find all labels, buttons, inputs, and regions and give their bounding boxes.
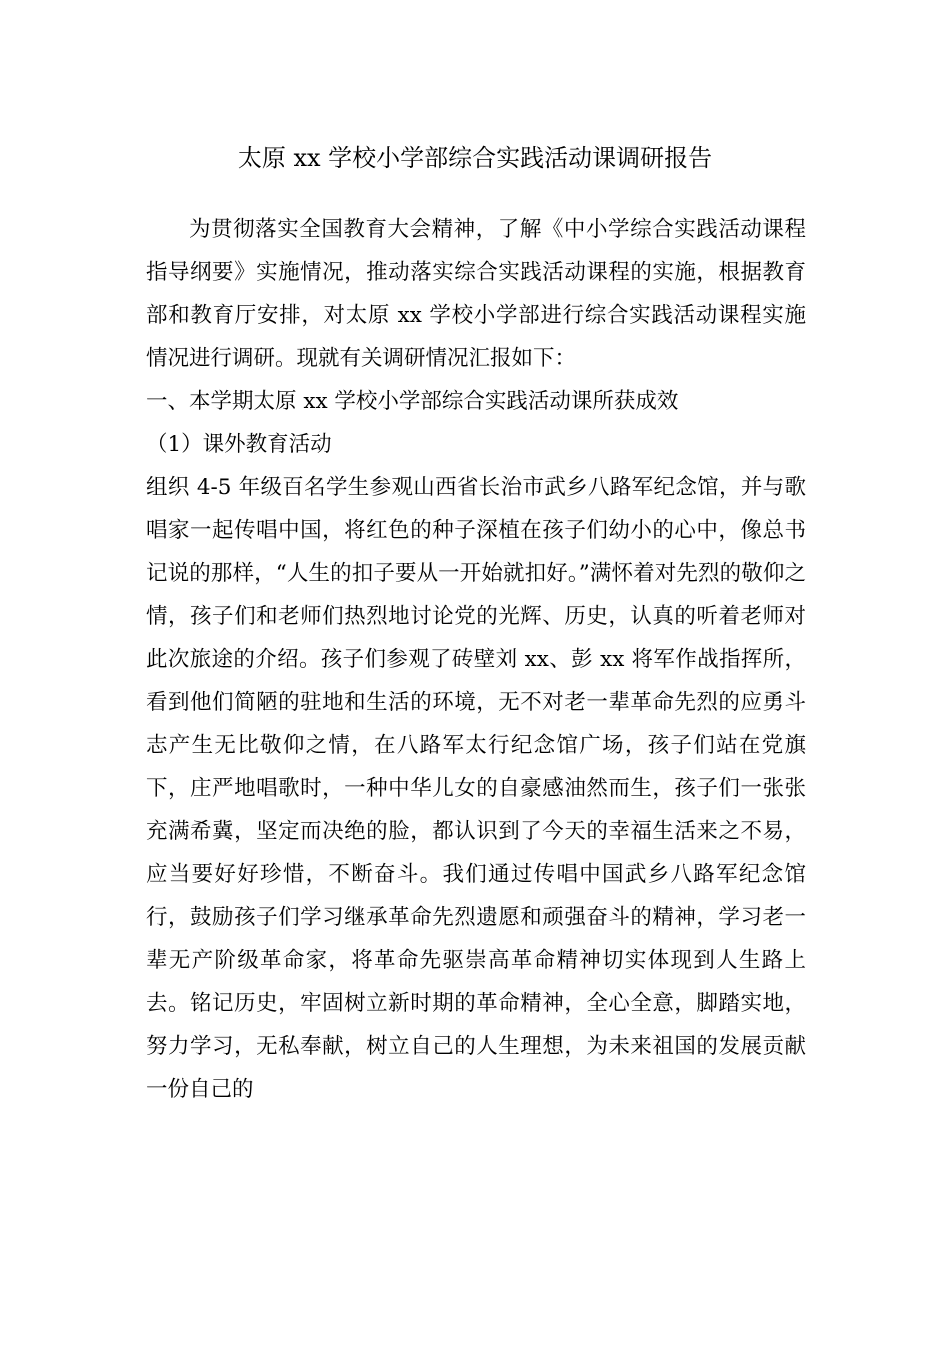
body-paragraph: 组织 4-5 年级百名学生参观山西省长治市武乡八路军纪念馆，并与歌唱家一起传唱中国，将红色的种子深植在孩子们幼小的心中，像总书记说的那样，“人生的扣子要从一开始就扣好。”满怀着对先烈的敬仰之情，孩子们和老师们热烈地讨论党的光辉、历史，认真的听着老师对此次旅途的介绍。孩子们参观了砖壁刘 xx、彭 xx 将军作战指挥所，看到他们简陋的驻地和生活的环境，无不对老一辈革命先烈的应勇斗志产生无比敬仰之情，在八路军太行纪念馆广场，孩子们站在党旗下，庄严地唱歌时，一种中华儿女的自豪感油然而生，孩子们一张张充满希冀，坚定而决绝的脸，都认识到了今天的幸福生活来之不易，应当要好好珍惜，不断奋斗。我们通过传唱中国武乡八路军纪念馆行，鼓励孩子们学习继承革命先烈遗愿和顽强奋斗的精神，学习老一辈无产阶级革命家，将革命先驱崇高革命精神切实体现到人生路上去。铭记历史，牢固树立新时期的革命精神，全心全意，脚踏实地，努力学习，无私奉献，树立自己的人生理想，为未来祖国的发展贡献一份自己的: [146, 475, 806, 1102]
page-title: 太原 xx 学校小学部综合实践活动课调研报告: [237, 144, 713, 172]
subsection-heading: （1）课外教育活动: [146, 432, 332, 457]
document-body: [146, 208, 806, 1111]
intro-paragraph: 为贯彻落实全国教育大会精神，了解《中小学综合实践活动课程指导纲要》实施情况，推动落实综合实践活动课程的实施，根据教育部和教育厅安排，对太原 xx 学校小学部进行综合实践活动课程实施情况进行调研。现就有关调研情况汇报如下：: [146, 217, 806, 371]
section-heading: 一、本学期太原 xx 学校小学部综合实践活动课所获成效: [146, 389, 679, 414]
